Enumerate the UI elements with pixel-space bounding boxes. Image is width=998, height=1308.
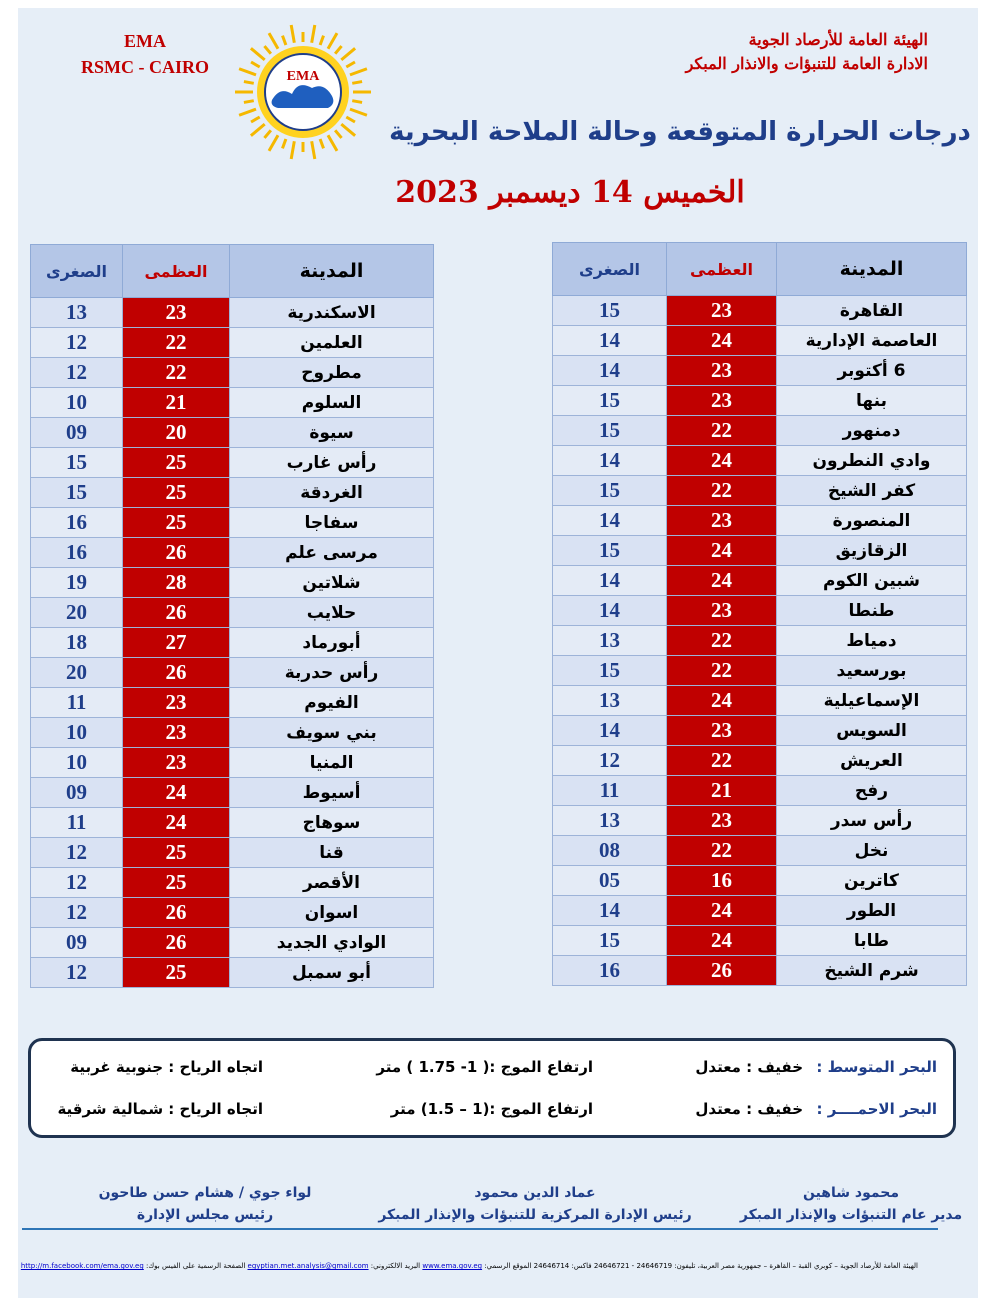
table-row <box>31 448 434 478</box>
table-row <box>553 326 967 356</box>
table-header-row <box>553 243 967 296</box>
max-temp-cell: 23 <box>667 296 777 326</box>
city-cell: العاصمة الإدارية <box>777 326 967 356</box>
sea-navigation-box <box>28 1038 956 1138</box>
city-cell: الإسماعيلية <box>777 686 967 716</box>
city-cell: الوادي الجديد <box>230 928 434 958</box>
min-temp-cell: 12 <box>31 868 123 898</box>
header-city: المدينة <box>230 245 434 298</box>
organization-header <box>560 28 928 76</box>
table-row <box>31 958 434 988</box>
min-temp-cell: 15 <box>553 416 667 446</box>
table-row <box>553 926 967 956</box>
city-cell: طابا <box>777 926 967 956</box>
max-temp-cell: 23 <box>123 688 230 718</box>
max-temp-cell: 23 <box>667 506 777 536</box>
min-temp-cell: 05 <box>553 866 667 896</box>
city-cell: دمياط <box>777 626 967 656</box>
table-row <box>31 718 434 748</box>
min-temp-cell: 19 <box>31 568 123 598</box>
emblem-label: EMA <box>286 69 320 84</box>
city-cell: شلاتين <box>230 568 434 598</box>
max-temp-cell: 25 <box>123 508 230 538</box>
city-cell: أسيوط <box>230 778 434 808</box>
max-temp-cell: 23 <box>123 718 230 748</box>
max-temp-cell: 25 <box>123 838 230 868</box>
max-temp-cell: 22 <box>123 328 230 358</box>
min-temp-cell: 09 <box>31 418 123 448</box>
table-row <box>31 598 434 628</box>
table-row <box>31 478 434 508</box>
max-temp-cell: 23 <box>667 806 777 836</box>
wind-direction: اتجاه الرياح : جنوبية غربية <box>70 1058 263 1076</box>
min-temp-cell: 14 <box>553 596 667 626</box>
min-temp-cell: 10 <box>31 388 123 418</box>
max-temp-cell: 20 <box>123 418 230 448</box>
city-cell: نخل <box>777 836 967 866</box>
org-name: الهيئة العامة للأرصاد الجوية <box>748 30 928 49</box>
city-cell: القاهرة <box>777 296 967 326</box>
max-temp-cell: 24 <box>667 686 777 716</box>
max-temp-cell: 21 <box>123 388 230 418</box>
table-row <box>31 748 434 778</box>
city-cell: الزقازيق <box>777 536 967 566</box>
min-temp-cell: 13 <box>553 626 667 656</box>
table-row <box>31 808 434 838</box>
max-temp-cell: 24 <box>667 446 777 476</box>
table-row <box>31 868 434 898</box>
min-temp-cell: 15 <box>553 296 667 326</box>
city-cell: السويس <box>777 716 967 746</box>
table-row <box>31 838 434 868</box>
table-row <box>553 506 967 536</box>
left-temperature-table <box>30 244 434 988</box>
email-label: البريد الالكتروني: <box>370 1262 421 1270</box>
footer-contact <box>20 1262 918 1270</box>
org-department: الادارة العامة للتنبؤات والانذار المبكر <box>685 54 928 73</box>
min-temp-cell: 11 <box>31 688 123 718</box>
header-min: الصغرى <box>553 243 667 296</box>
max-temp-cell: 22 <box>667 416 777 446</box>
table-row <box>553 806 967 836</box>
min-temp-cell: 16 <box>31 508 123 538</box>
header-max: العظمى <box>667 243 777 296</box>
table-row <box>553 356 967 386</box>
min-temp-cell: 11 <box>553 776 667 806</box>
city-cell: الغردقة <box>230 478 434 508</box>
city-cell: بني سويف <box>230 718 434 748</box>
city-cell: رأس سدر <box>777 806 967 836</box>
city-cell: بنها <box>777 386 967 416</box>
table-row <box>31 658 434 688</box>
max-temp-cell: 23 <box>667 596 777 626</box>
table-row <box>553 896 967 926</box>
sea-row-red-sea <box>31 1091 953 1127</box>
bulletin-date: الخميس 14 ديسمبر 2023 <box>395 175 745 210</box>
city-cell: الأقصر <box>230 868 434 898</box>
min-temp-cell: 14 <box>553 506 667 536</box>
sea-row-mediterranean <box>31 1049 953 1085</box>
table-row <box>31 928 434 958</box>
signature-role: رئيس الإدارة المركزية للتنبؤات والإنذار المبكر <box>378 1207 692 1223</box>
max-temp-cell: 24 <box>667 326 777 356</box>
table-row <box>31 418 434 448</box>
table-row <box>31 508 434 538</box>
table-row <box>31 538 434 568</box>
table-row <box>31 778 434 808</box>
table-row <box>553 866 967 896</box>
city-cell: كفر الشيخ <box>777 476 967 506</box>
table-row <box>553 416 967 446</box>
min-temp-cell: 12 <box>31 958 123 988</box>
header-min: الصغرى <box>31 245 123 298</box>
min-temp-cell: 16 <box>553 956 667 986</box>
table-row <box>31 628 434 658</box>
city-cell: وادي النطرون <box>777 446 967 476</box>
table-row <box>553 476 967 506</box>
sea-state: خفيف : معتدل <box>695 1100 803 1118</box>
ema-sun-logo-icon <box>228 22 378 162</box>
logo-line1: EMA <box>124 31 166 51</box>
signature-forecast-director <box>726 1182 976 1226</box>
right-temperature-table <box>552 242 967 986</box>
max-temp-cell: 22 <box>667 656 777 686</box>
city-cell: مرسى علم <box>230 538 434 568</box>
min-temp-cell: 13 <box>553 806 667 836</box>
sea-name: البحر المتوسط : <box>816 1058 937 1076</box>
city-cell: حلايب <box>230 598 434 628</box>
table-row <box>553 686 967 716</box>
signature-role: مدير عام التنبؤات والإنذار المبكر <box>739 1207 963 1223</box>
min-temp-cell: 08 <box>553 836 667 866</box>
signature-name: عماد الدين محمود <box>474 1185 596 1201</box>
min-temp-cell: 15 <box>553 386 667 416</box>
wave-height: ارتفاع الموج :(1 – 1.5) متر <box>390 1100 593 1118</box>
sea-state: خفيف : معتدل <box>695 1058 803 1076</box>
max-temp-cell: 24 <box>667 896 777 926</box>
website-link[interactable]: www.ema.gov.eg <box>422 1262 483 1270</box>
max-temp-cell: 23 <box>667 716 777 746</box>
max-temp-cell: 26 <box>123 898 230 928</box>
max-temp-cell: 26 <box>123 928 230 958</box>
min-temp-cell: 14 <box>553 566 667 596</box>
min-temp-cell: 12 <box>31 358 123 388</box>
city-cell: قنا <box>230 838 434 868</box>
table-row <box>31 388 434 418</box>
table-row <box>553 296 967 326</box>
table-row <box>553 836 967 866</box>
min-temp-cell: 10 <box>31 718 123 748</box>
city-cell: رفح <box>777 776 967 806</box>
city-cell: الاسكندرية <box>230 298 434 328</box>
table-row <box>553 656 967 686</box>
table-row <box>553 716 967 746</box>
table-row <box>553 746 967 776</box>
signature-role: رئيس مجلس الإدارة <box>136 1207 274 1223</box>
footer-address: الهيئة العامة للأرصاد الجوية – كوبري القبة – القاهرة – جمهورية مصر العربية، تليفون: 24646719 - 24646721 فاكس: 24646714 الموقع الرسمي: <box>484 1262 918 1270</box>
min-temp-cell: 15 <box>31 478 123 508</box>
table-row <box>31 568 434 598</box>
min-temp-cell: 14 <box>553 896 667 926</box>
sea-name: البحر الاحمــــر : <box>816 1100 937 1118</box>
max-temp-cell: 16 <box>667 866 777 896</box>
max-temp-cell: 21 <box>667 776 777 806</box>
min-temp-cell: 12 <box>31 328 123 358</box>
max-temp-cell: 24 <box>667 926 777 956</box>
min-temp-cell: 12 <box>31 838 123 868</box>
max-temp-cell: 24 <box>123 808 230 838</box>
city-cell: شرم الشيخ <box>777 956 967 986</box>
min-temp-cell: 14 <box>553 446 667 476</box>
logo-text <box>60 28 230 80</box>
max-temp-cell: 22 <box>667 746 777 776</box>
max-temp-cell: 24 <box>667 566 777 596</box>
table-row <box>553 386 967 416</box>
max-temp-cell: 26 <box>123 538 230 568</box>
min-temp-cell: 15 <box>553 656 667 686</box>
max-temp-cell: 23 <box>123 298 230 328</box>
city-cell: دمنهور <box>777 416 967 446</box>
min-temp-cell: 15 <box>553 926 667 956</box>
facebook-label: الصفحة الرسمية على الفيس بوك: <box>146 1262 246 1270</box>
min-temp-cell: 14 <box>553 356 667 386</box>
min-temp-cell: 11 <box>31 808 123 838</box>
city-cell: سوهاج <box>230 808 434 838</box>
city-cell: كاترين <box>777 866 967 896</box>
table-row <box>553 596 967 626</box>
signature-name: محمود شاهين <box>802 1185 900 1201</box>
table-row <box>553 536 967 566</box>
page-title: درجات الحرارة المتوقعة وحالة الملاحة البحرية <box>389 117 971 147</box>
max-temp-cell: 23 <box>123 748 230 778</box>
min-temp-cell: 09 <box>31 928 123 958</box>
min-temp-cell: 20 <box>31 598 123 628</box>
city-cell: العلمين <box>230 328 434 358</box>
city-cell: الطور <box>777 896 967 926</box>
email-link[interactable]: egyptian.met.analysis@gmail.com <box>247 1262 369 1270</box>
city-cell: رأس حدربة <box>230 658 434 688</box>
max-temp-cell: 23 <box>667 386 777 416</box>
max-temp-cell: 27 <box>123 628 230 658</box>
max-temp-cell: 22 <box>667 626 777 656</box>
max-temp-cell: 24 <box>667 536 777 566</box>
table-row <box>31 328 434 358</box>
city-cell: شبين الكوم <box>777 566 967 596</box>
table-row <box>553 776 967 806</box>
table-row <box>31 898 434 928</box>
city-cell: الفيوم <box>230 688 434 718</box>
table-row <box>553 446 967 476</box>
city-cell: أبو سمبل <box>230 958 434 988</box>
min-temp-cell: 13 <box>553 686 667 716</box>
signature-name: لواء جوي / هشام حسن طاحون <box>98 1185 312 1201</box>
wind-direction: اتجاه الرياح : شمالية شرقية <box>57 1100 263 1118</box>
max-temp-cell: 24 <box>123 778 230 808</box>
min-temp-cell: 14 <box>553 716 667 746</box>
city-cell: اسوان <box>230 898 434 928</box>
max-temp-cell: 25 <box>123 448 230 478</box>
city-cell: السلوم <box>230 388 434 418</box>
max-temp-cell: 22 <box>667 836 777 866</box>
min-temp-cell: 20 <box>31 658 123 688</box>
city-cell: بورسعيد <box>777 656 967 686</box>
facebook-link[interactable]: http://m.facebook.com/ema.gov.eg <box>20 1262 144 1270</box>
table-row <box>31 358 434 388</box>
header-max: العظمى <box>123 245 230 298</box>
max-temp-cell: 23 <box>667 356 777 386</box>
max-temp-cell: 22 <box>667 476 777 506</box>
city-cell: أبورماد <box>230 628 434 658</box>
city-cell: طنطا <box>777 596 967 626</box>
header-city: المدينة <box>777 243 967 296</box>
min-temp-cell: 12 <box>31 898 123 928</box>
city-cell: سيوة <box>230 418 434 448</box>
signature-board-chairman <box>90 1182 320 1226</box>
min-temp-cell: 09 <box>31 778 123 808</box>
min-temp-cell: 18 <box>31 628 123 658</box>
min-temp-cell: 14 <box>553 326 667 356</box>
city-cell: رأس غارب <box>230 448 434 478</box>
city-cell: العريش <box>777 746 967 776</box>
table-row <box>31 688 434 718</box>
max-temp-cell: 26 <box>123 658 230 688</box>
min-temp-cell: 15 <box>553 536 667 566</box>
max-temp-cell: 22 <box>123 358 230 388</box>
min-temp-cell: 13 <box>31 298 123 328</box>
logo-line2: RSMC - CAIRO <box>81 57 209 77</box>
max-temp-cell: 25 <box>123 478 230 508</box>
max-temp-cell: 28 <box>123 568 230 598</box>
max-temp-cell: 26 <box>123 598 230 628</box>
city-cell: المنصورة <box>777 506 967 536</box>
min-temp-cell: 15 <box>553 476 667 506</box>
max-temp-cell: 26 <box>667 956 777 986</box>
table-row <box>31 298 434 328</box>
table-row <box>553 566 967 596</box>
max-temp-cell: 25 <box>123 868 230 898</box>
signature-central-director <box>370 1182 700 1226</box>
table-header-row <box>31 245 434 298</box>
min-temp-cell: 16 <box>31 538 123 568</box>
city-cell: سفاجا <box>230 508 434 538</box>
wave-height: ارتفاع الموج :( 1- 1.75 ) متر <box>376 1058 593 1076</box>
table-row <box>553 956 967 986</box>
city-cell: مطروح <box>230 358 434 388</box>
footer-divider <box>22 1228 938 1230</box>
city-cell: 6 أكتوبر <box>777 356 967 386</box>
table-row <box>553 626 967 656</box>
city-cell: المنيا <box>230 748 434 778</box>
min-temp-cell: 15 <box>31 448 123 478</box>
min-temp-cell: 10 <box>31 748 123 778</box>
max-temp-cell: 25 <box>123 958 230 988</box>
min-temp-cell: 12 <box>553 746 667 776</box>
